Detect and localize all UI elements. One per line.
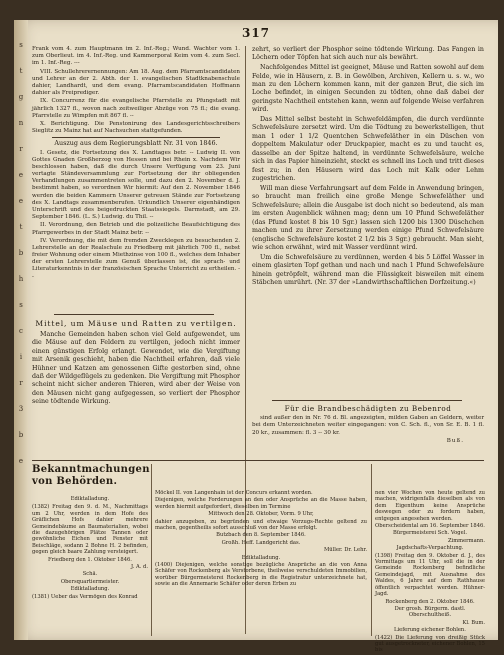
notice-paragraph: (1398) Freitag den 9. Oktober d. J., des Vormittags um 11 Uhr, soll die in der Gemeinde Rockenberg befindliche Gemeindejagd, mit Ausnahme des Waldes, 6 Jahre auf dem Rathhause öffentlich verpachtet werden. Hühner-Jagd. <box>375 552 485 598</box>
binding-edge-letter: i <box>19 353 23 361</box>
notice-date: Mittwoch den 28. Oktober, Vorm. 9 Uhr, <box>208 511 314 518</box>
announcement-paragraph: II. Verordnung, den Betrieb und die polizeiliche Beaufsichtigung des Pfarrgewerbes in der Stadt Mainz betr. -- <box>32 222 240 236</box>
binding-edge-letters <box>14 32 28 474</box>
notice-column-1 <box>32 496 148 601</box>
column-divider <box>371 464 372 636</box>
notice-signature: Kl. Bum. <box>462 619 485 626</box>
notice-paragraph: dahier anzugeben, zu begründen und etwaige Vorzugs-Rechte geltend zu machen, gegentheilis sofort ausschluß von der Masse erfolgt. <box>155 518 367 532</box>
announcement-paragraph: I. Gesetz, die Fortsetzung des X. Landtages betr. -- Ludwig II. von Gottes Gnaden Großherzog von Hessen und bei Rhein x. Nachdem Wir beschlossen haben, daß die durch Unsere Verfügung vom 23. Juni vertagte Ständeversammlung zur Fortsetzung der ihr obliegenden Verhandlungen zusammentreten solle, und dazu den 2. November d. J. bestimmt haben, so verordnen Wir hiermit: Auf den 2. November 1846 werden die beiden Kammern Unserer getreuen Stände zur Fortsetzung des X. Landtags zusammenberufen. Urkundlich Unserer eigenhändigen Unterschrift und des beigedruckten Staatssiegels. Darmstadt, am 29. September 1846. (L. S.) Ludwig. du Thil. -- <box>32 149 240 220</box>
article-paragraph: Um die Schwefelsäure zu verdünnen, werden 4 bis 5 Löffel Wasser in einem glasirten Topf gethan und nach und nach 1 Pfund Schwefelsäure hinein getröpfelt, während man die Flüssigkeit bisweilen mit einem Stäbchen umrührt. (Nr. 37 der »Landwirthschaftlichen Dorfzeitung.«) <box>252 253 484 286</box>
binding-edge-letter: s <box>19 301 23 309</box>
brand-section <box>252 404 484 445</box>
notice-paragraph: Diejenigen, welche Forderungen an den oder Ansprüche an die Masse haben, werden hiermit aufgefordert, dieselben im Termine <box>155 497 367 510</box>
separator-rule <box>54 314 214 315</box>
notice-signature: Bürgermeisterei Sch. Vogel. <box>392 530 467 537</box>
brand-signature: Buß. <box>446 437 464 444</box>
notice-column-3 <box>375 490 485 655</box>
binding-edge-letter: b <box>18 249 24 257</box>
notice-paragraph: (1381) Ueber das Vermögen des Konrad <box>32 593 138 600</box>
notice-heading: Jagdschafts-Verpachtung. <box>396 545 464 552</box>
announcement-paragraph: VIII. Schullehrerernennungen: Am 18. Aug. dem Pfarramtscandidaten und Lehrer an der 2. Abth. der 1. evangelischen Stadtknabenschule dahier, Landhardt, und dem evang. Pfarramtscandidaten Hoffmann dahier als Freiprediger. <box>32 68 240 97</box>
notice-place-date: Butzbach den 8. September 1846. <box>216 532 306 539</box>
article-paragraph: Das Mittel selbst besteht in Schwefeldämpfen, die durch verdünnte Schwefelsäure zersetzt wird. Um die Tödtung zu bewerkstelligen, thut man 1 oder 1 1/2 Quentchen Schwefeläther in ein Düschen von doppeltem Makulatur oder Druckpapier, macht es zu und taucht es, dasselbe an der Spitze haltend, in verdünnte Schwefelsäure, welche sich in das Papier hineinzieht, steckt es schnell ins Loch und tritt dieses fest zu; in den Häusern wird das Loch mit Kalk oder Lehm zugestrichen. <box>252 116 484 183</box>
mittel-heading: Mittel, um Mäuse und Ratten zu vertilgen. <box>35 319 237 328</box>
binding-edge-letter: b <box>18 431 24 439</box>
notice-place-date: Rockenberg den 2. Oktober 1846. <box>385 598 475 605</box>
binding-edge-letter: t <box>19 67 23 75</box>
separator-rule <box>52 137 220 138</box>
notice-signature: Der grosh. Bürgerm. dastl. Oberschultheiß. <box>394 605 466 619</box>
binding-edge-letter: t <box>19 223 23 231</box>
notice-paragraph: (1400) Diejenigen, welche sonstige bezügliche Ansprüche an die von Anna Schäfer von Rockenberg als Verstorbene, theilweise verschuldeten Immobilien, worüber Bürgermeisterei Rockenberg in die Registratur unterzeichnete hat, sowie an die Annemarie Schäfer oder deren Erben zu <box>155 562 367 588</box>
notice-place-date: Friedberg den 1. Oktober 1846. <box>48 556 132 563</box>
notice-heading: Lieferung eichener Bohlen. <box>394 627 466 634</box>
bekanntmachungen-heading: Bekanntmachungen von Behörden. <box>32 464 150 487</box>
announcement-paragraph: IX. Concurrenz für die evangelische Pfarrstelle zu Pfungstadt mit jährlich 1327 fl., wovon nach zeitweiliger Abzüge von 75 fl.; die evang. Pfarrstelle zu Wimpfen mit 867 fl. -- <box>32 98 240 119</box>
notice-heading: Ediktalladung. <box>70 496 110 502</box>
separator-rule <box>32 460 484 461</box>
notice-paragraph: nen vier Wochen von heute geltend zu machen, widrigenfalls dieselben als von dem Eigenthum keine Ansprüche deswegen oder zu fordern haben, entgegen angesehen werden. <box>375 490 485 522</box>
binding-edge-letter: c <box>19 327 23 335</box>
notice-signature: Obersquartiermeister. <box>60 578 120 585</box>
separator-rule <box>272 400 462 401</box>
newspaper-page <box>14 20 498 654</box>
page-number: 317 <box>241 26 271 40</box>
binding-edge-letter: s <box>19 41 23 49</box>
notice-signature: Zimmermann. <box>448 537 485 544</box>
announcement-paragraph: X. Berichtigung. Die Penstonirung des Landesgerichtsschreibers Sieglitz zu Mainz hat auf Nachsuchen stattgefunden. <box>32 121 240 135</box>
binding-edge-letter: g <box>18 93 24 101</box>
binding-edge-letter: r <box>19 379 23 387</box>
binding-edge-letter: r <box>19 145 23 153</box>
notice-place-date: Oberscheidental am 16. September 1846. <box>375 523 485 530</box>
notice-signature: Müller. Dr. Lehr. <box>323 547 367 554</box>
mittel-section <box>32 319 240 463</box>
binding-edge-letter: e <box>18 457 24 465</box>
bekanntmachungen-heading-box <box>32 464 148 488</box>
binding-edge-letter: e <box>18 197 24 205</box>
binding-edge-letter: 3 <box>18 405 24 413</box>
notice-column-2 <box>155 490 367 589</box>
binding-edge-letter: e <box>18 171 24 179</box>
binding-edge-letter: n <box>18 119 24 127</box>
mittel-paragraph: Manche Gemeinden haben schon viel Geld aufgewendet, um die Mäuse auf den Feldern zu vertilgen, jedoch nicht immer einen günstigen Erfolg erlangt. Gewendet, wie die Vergiftung mit Arsenik geschieht, haben die Nachtheil erfahren, daß viele Hühner und Katzen am genossenen Gifte gestorben sind, ohne daß der Wildgeflügels zu gedenken. Die Vergiftung mit Phosphor scheint nicht sicher anderen Thieren, wird aber der Weise von den Mäusen nicht gang aufgegessen, so verliert der Phosphor seine tödtende Wirkung. <box>32 331 241 406</box>
binding-edge-letter: h <box>18 275 24 283</box>
announcement-paragraph: Frank vom 4. zum Hauptmann im 2. Inf.-Reg.; Wund. Wachter vom 1. zum Oberlieut. im 4. Inf.-Reg. und Kammerporal Keim vom 4. zum Secl. im 1. Inf.-Reg. --- <box>32 46 240 67</box>
notice-signature: Großh. Heff. Landgericht das. <box>221 539 301 546</box>
regierungsblatt-heading: Auszug aus dem Regierungsblatt Nr. 31 von 1846. <box>54 139 218 148</box>
article-paragraph: Will man diese Verfahrungsart auf dem Felde in Anwendung bringen, so braucht man freilich eine große Menge Schwefeläther und Schwefelsäure; allein die Ausgabe ist doch nicht so bedeutend, als man im ersten Augenblick wähnen mag; denn um 10 Pfund Schwefeläther (das Pfund kostet 8 bis 10 Sgr.) lassen sich 1200 bis 1300 Düschchen machen und zu ihrer Zersetzung werden einige Pfund Schwefelsäure (englische Schwefelsäure kostet 2 1/2 bis 3 Sgr.) gebraucht. Man sieht, wie schon erwähnt, wird mit Wasser verdünnt wird. <box>252 184 484 251</box>
column-divider <box>151 464 152 636</box>
notice-signature: Schä. <box>82 571 98 578</box>
left-column-announcements <box>32 46 240 310</box>
notice-paragraph: (1422) Die Lieferung von dreißig Stück gut ausgetrockneter, eichener Bohlen, 15 bis <box>375 634 485 654</box>
brand-heading: Für die Brandbeschädigten zu Bebenrod <box>284 404 452 413</box>
notice-heading: Ediktalladung. <box>70 586 110 593</box>
announcement-paragraph: IV. Verordnung, die mit dem fremden Zwecklegen zu besuchenden 2. Lehrerstelle an der Realschule zu Friedberg mit jährlich 700 fl., nebst freier Wohnung oder einem Miethzinse von 100 fl., welches dem Inhaber der ersten Lehrerstelle zum Genuß überlassen ist, die sprach- und Literaturkenntnis in der französischen Sprache Unterricht zu ertheilen. -- <box>32 237 240 280</box>
brand-paragraph: sind außer den in Nr. 76 d. Bl. angezeigten, milden Gaben an Geldern, weiter bei dem Unterzeichneten weiter eingegangen: von C. Sch. fl., von Sr. E. B. 1 fl. 20 kr., zusammen: fl. 3 -- 30 kr. <box>252 415 484 436</box>
notice-signature: J. A. d. <box>131 564 148 571</box>
right-column-article <box>252 46 484 398</box>
notice-heading: Ediktalladung. <box>241 554 281 561</box>
notice-paragraph: (1382) Freitag den 9. d. M., Nachmittags um 2 Uhr, werden in dem Hofe des Gräflichen Hofs dahier mehrere Gemeindebäume an Baumaterialien, wobei die dazugehörigen Plätze Tannen oder gewöhnliche Eichen und Fenster mit Beischläge, sodann 2 Bohne H. 2 befinden, gegen gleich baare Zahlung versteigert. <box>32 504 148 556</box>
article-paragraph: Nachfolgendes Mittel ist geeignet, Mäuse und Ratten sowohl auf dem Felde, wie in Häusern, z. B. in Gewölben, Archiven, Kellern u. s. w., wo man zu den Löchern kommen kann, mit der ganzen Brut, die sich im Loche befindet, in einigen Secunden zu tödten, ohne daß dabei der geringste Nachtheil entstehen kann, wenn auf folgende Weise verfahren wird. <box>252 64 484 114</box>
notice-paragraph: Möckel II. von Langenhain ist der Concurs erkannt worden. <box>155 490 313 496</box>
article-paragraph: zehrt, so verliert der Phosphor seine tödtende Wirkung. Das Fangen in Löchern oder Töpfen hat sich auch nur als bewährt. <box>252 46 484 62</box>
